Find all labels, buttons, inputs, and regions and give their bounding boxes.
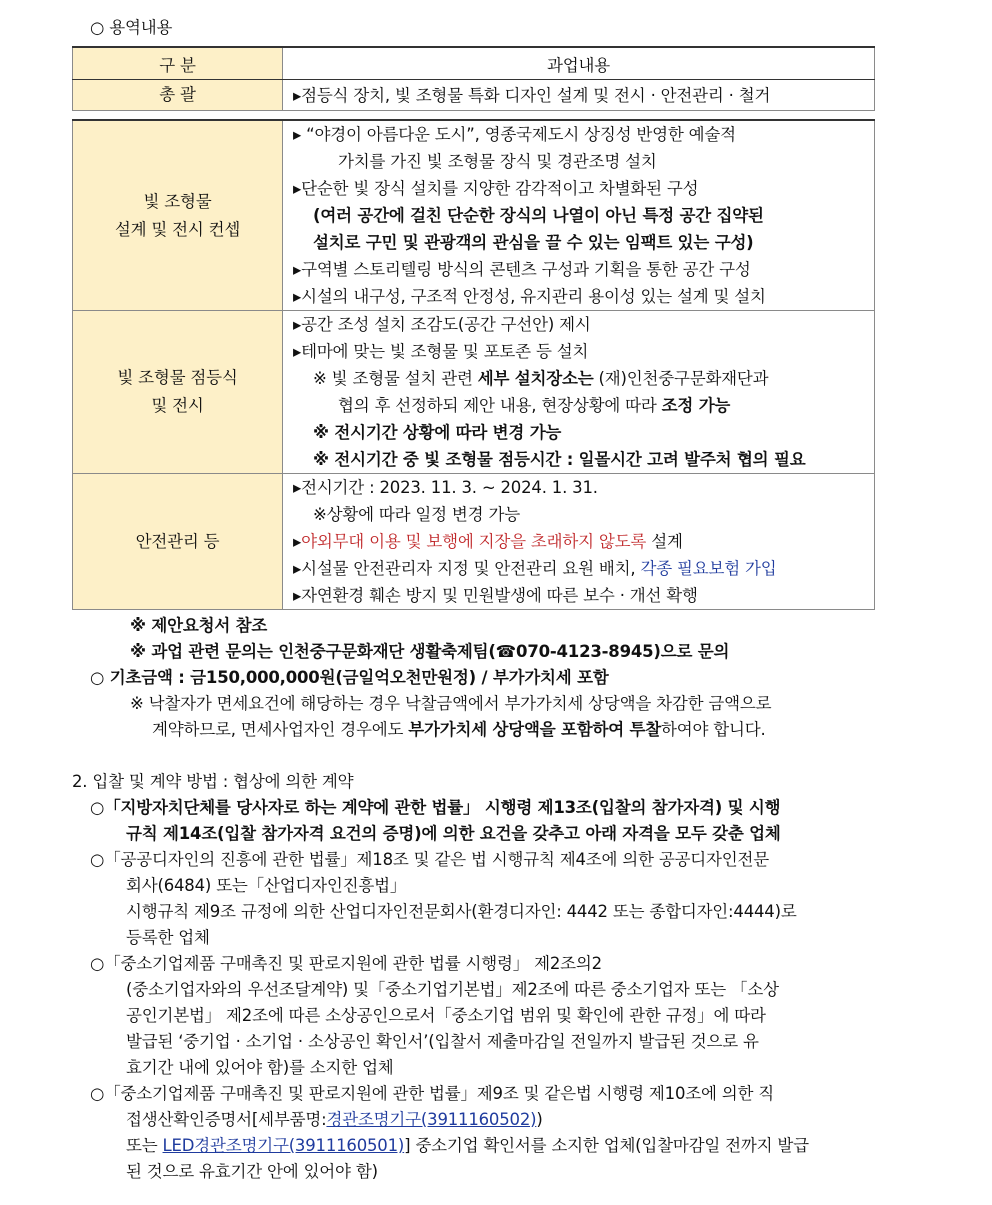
note-text: ※ 빛 조형물 설치 관련 — [313, 369, 478, 388]
content-line: 설치로 구민 및 관광객의 관심을 끌 수 있는 임팩트 있는 구성) — [313, 233, 754, 252]
row-category — [73, 474, 283, 610]
content-line — [293, 528, 874, 555]
category-label: 및 전시 — [151, 396, 204, 415]
content-line — [293, 392, 874, 419]
row-category — [73, 120, 283, 311]
qualification-line: (중소기업자와의 우선조달계약) 및「중소기업기본법」제2조에 따른 중소기업자 또는 「소상 — [126, 980, 779, 999]
content-line: ▸시설의 내구성, 구조적 안정성, 유지관리 용이성 있는 설계 및 설치 — [293, 287, 766, 306]
content-line: ※ 전시기간 중 빛 조형물 점등시간 : 일몰시간 고려 발주처 협의 필요 — [313, 450, 806, 469]
qualification-line: ○「중소기업제품 구매촉진 및 판로지원에 관한 법률 시행령」 제2조의2 — [90, 954, 602, 973]
qualification-line: ○「중소기업제품 구매촉진 및 판로지원에 관한 법률」제9조 및 같은법 시행령 제10조에 의한 직 — [90, 1084, 775, 1103]
content-line: ▸공간 조성 설치 조감도(공간 구선안) 제시 — [293, 315, 591, 334]
content-text: ▸시설물 안전관리자 지정 및 안전관리 요원 배치, — [293, 559, 641, 578]
product-code-link[interactable]: LED경관조명기구(3911160501) — [162, 1136, 405, 1155]
content-line: ▸구역별 스토리텔링 방식의 콘텐츠 구성과 기획을 통한 공간 구성 — [293, 260, 751, 279]
row-category — [73, 80, 283, 111]
qualification-line: 접생산확인증명서[세부품명:경관조명기구(3911160502)) — [126, 1110, 543, 1129]
red-text: 야외무대 이용 및 보행에 지장을 초래하지 않도록 — [301, 532, 647, 551]
qualification-line: ○「지방자치단체를 당사자로 하는 계약에 관한 법률」 시행령 제13조(입찰의 참가자격) 및 시행 — [90, 798, 781, 817]
table-row — [73, 311, 875, 474]
note-line: ※ 제안요청서 참조 — [130, 616, 268, 635]
note-text: (재)인천중구문화재단과 — [593, 369, 769, 388]
budget-note-text: 하여야 합니다. — [660, 720, 766, 739]
content-text: 설계 — [646, 532, 683, 551]
qualification-text: ] 중소기업 확인서를 소지한 업체(입찰마감일 전까지 발급 — [404, 1136, 809, 1155]
category-label: 총 괄 — [159, 85, 196, 104]
budget-note-text: 계약하므로, 면세사업자인 경우에도 — [152, 720, 409, 739]
qualification-text: 접생산확인증명서[세부품명: — [126, 1110, 327, 1129]
budget-note: ※ 낙찰자가 면세요건에 해당하는 경우 낙찰금액에서 부가가치세 상당액을 차감한 금액으로 — [130, 694, 772, 713]
content-line: ▸전시기간 : 2023. 11. 3. ~ 2024. 1. 31. — [293, 478, 598, 497]
budget-note — [152, 716, 766, 743]
section-title: 2. 입찰 및 계약 방법 : 협상에 의한 계약 — [72, 772, 354, 791]
qualification-line — [126, 1132, 809, 1159]
category-label: 설계 및 전시 컨셉 — [114, 219, 241, 239]
qualification-line: 효기간 내에 있어야 함)를 소지한 업체 — [126, 1058, 394, 1077]
qualification-line: 된 것으로 유효기간 안에 있어야 함) — [126, 1162, 378, 1181]
row-category — [73, 311, 283, 474]
content-line: ▸점등식 장치, 빛 조형물 특화 디자인 설계 및 전시 · 안전관리 · 철거 — [293, 85, 771, 105]
content-line — [293, 555, 874, 582]
table-row — [73, 120, 875, 311]
content-line: ▸ “야경이 아름다운 도시”, 영종국제도시 상징성 반영한 예술적 — [293, 125, 736, 144]
row-content — [283, 120, 875, 311]
qualification-line: 발급된 ‘중기업 · 소기업 · 소상공인 확인서’(입찰서 제출마감일 전일까지 발급된 것으로 유 — [126, 1032, 759, 1051]
table-header-row — [73, 47, 875, 80]
table-row — [73, 474, 875, 610]
note-text: 협의 후 선정하되 제안 내용, 현장상황에 따라 — [338, 396, 662, 415]
service-table — [72, 46, 875, 610]
note-emphasis: 조정 가능 — [661, 396, 731, 415]
content-line: 가치를 가진 빛 조형물 장식 및 경관조명 설치 — [338, 152, 657, 171]
header-category: 구 분 — [73, 47, 283, 80]
qualification-line: ○「공공디자인의 진흥에 관한 법률」제18조 및 같은 법 시행규칙 제4조에 의한 공공디자인전문 — [90, 850, 770, 869]
content-line: ▸단순한 빛 장식 설치를 지양한 감각적이고 차별화된 구성 — [293, 179, 699, 198]
content-line: ▸테마에 맞는 빛 조형물 및 포토존 등 설치 — [293, 342, 589, 361]
blue-text: 각종 필요보험 가입 — [640, 559, 777, 578]
qualification-line: 등록한 업체 — [126, 928, 210, 947]
product-code-link[interactable]: 경관조명기구(3911160502) — [326, 1110, 537, 1129]
qualification-line: 회사(6484) 또는「산업디자인진흥법」 — [126, 876, 407, 895]
table-gap — [73, 111, 875, 121]
qualification-line: 시행규칙 제9조 규정에 의한 산업디자인전문회사(환경디자인: 4442 또는 종합디자인:4444)로 — [126, 902, 797, 921]
bullet: ▸ — [293, 532, 302, 551]
row-content — [283, 80, 875, 111]
category-label: 안전관리 등 — [135, 531, 220, 551]
qualification-line: 규칙 제14조(입찰 참가자격 요건의 증명)에 의한 요건을 갖추고 아래 자격을 모두 갖춘 업체 — [126, 824, 781, 843]
qualification-text: 또는 — [126, 1136, 163, 1155]
category-label: 빛 조형물 점등식 — [117, 368, 238, 387]
budget-note-emphasis: 부가가치세 상당액을 포함하여 투찰 — [408, 720, 661, 739]
content-line — [293, 365, 874, 392]
category-label: 빛 조형물 — [143, 191, 212, 211]
note-emphasis: 세부 설치장소는 — [477, 369, 594, 388]
budget-line: ○ 기초금액 : 금150,000,000원(금일억오천만원정) / 부가가치세 포함 — [90, 668, 609, 687]
content-line: ▸자연환경 훼손 방지 및 민원발생에 따른 보수 · 개선 확행 — [293, 586, 698, 605]
row-content — [283, 311, 875, 474]
content-line: (여러 공간에 걸친 단순한 장식의 나열이 아닌 특정 공간 집약된 — [313, 206, 764, 225]
qualification-line: 공인기본법」 제2조에 따른 소상공인으로서「중소기업 범위 및 확인에 관한 규정」에 따라 — [126, 1006, 766, 1025]
table-row — [73, 80, 875, 111]
note-line: ※ 과업 관련 문의는 인천중구문화재단 생활축제팀(☎070-4123-8945)으로 문의 — [130, 642, 730, 661]
content-line: ※ 전시기간 상황에 따라 변경 가능 — [313, 423, 562, 442]
row-content — [283, 474, 875, 610]
content-line: ※상황에 따라 일정 변경 가능 — [313, 505, 520, 524]
service-heading: ○ 용역내용 — [90, 18, 173, 37]
header-content: 과업내용 — [283, 47, 875, 80]
